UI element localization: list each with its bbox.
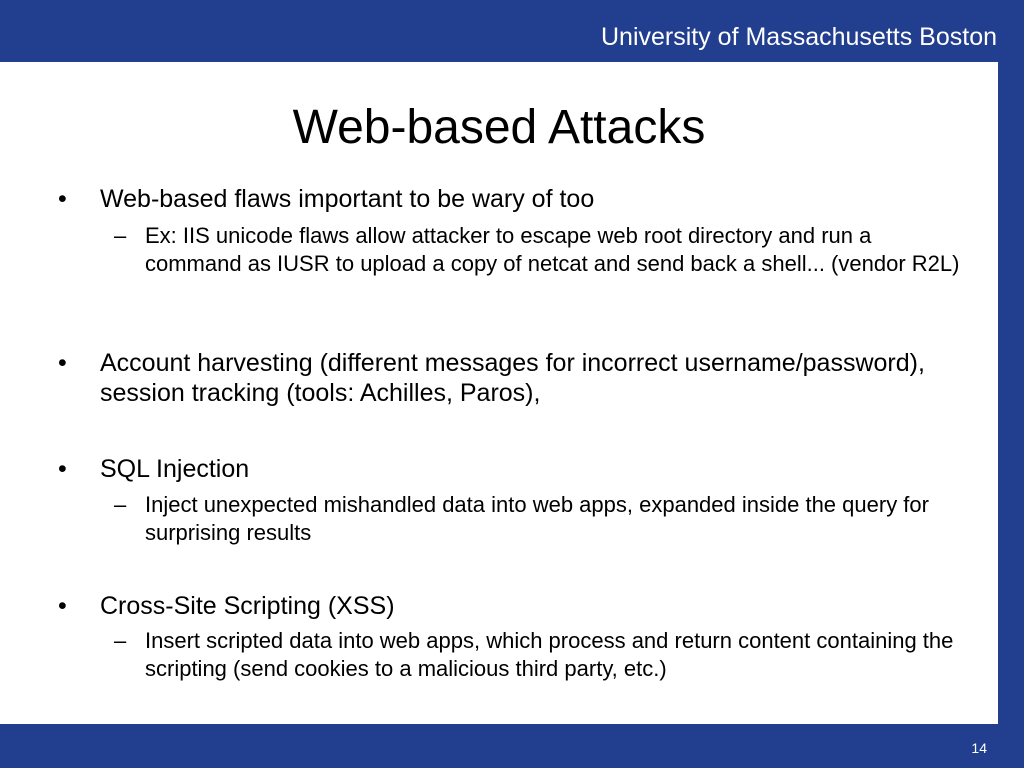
bullet-marker: • <box>58 455 67 483</box>
sub-bullet-text: Ex: IIS unicode flaws allow attacker to escape web root directory and run a command as IUSR to upload a copy of netcat and send back a shell... (vendor R2L) <box>145 223 960 276</box>
bullet-text: SQL Injection <box>100 455 250 483</box>
sub-bullet-text: Insert scripted data into web apps, which process and return content containing the scripting (send cookies to a malicious third party, etc.) <box>145 628 954 681</box>
page-number: 14 <box>971 740 987 756</box>
sub-bullet-text: Inject unexpected mishandled data into web apps, expanded inside the query for surprising results <box>145 492 929 545</box>
bullet-text: Account harvesting (different messages for incorrect username/password), session tracking (tools: Achilles, Paros), <box>100 349 925 407</box>
footer-bar <box>0 724 1024 768</box>
sub-bullet-marker: – <box>114 223 127 248</box>
institution-name: University of Massachusetts Boston <box>601 23 997 51</box>
slide-title: Web-based Attacks <box>292 101 706 154</box>
bullet-text: Web-based flaws important to be wary of too <box>100 185 595 213</box>
bullet-marker: • <box>58 185 67 213</box>
bullet-marker: • <box>58 592 67 620</box>
right-border-bar <box>998 0 1024 768</box>
sub-bullet-marker: – <box>114 628 127 653</box>
bullet-text: Cross-Site Scripting (XSS) <box>100 592 395 620</box>
sub-bullet-marker: – <box>114 492 127 517</box>
bullet-marker: • <box>58 349 67 377</box>
